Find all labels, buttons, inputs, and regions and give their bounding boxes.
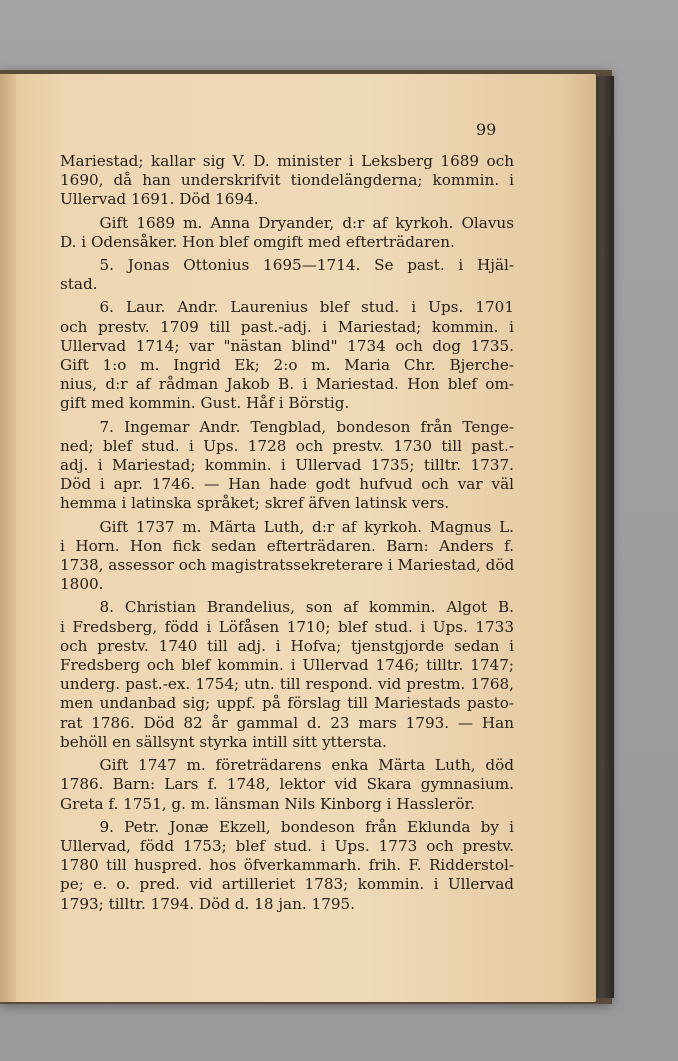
paragraph xyxy=(60,214,514,252)
page-number: 99 xyxy=(476,120,497,139)
text-line: Gift 1747 m. företrädarens enka Märta Luth, död xyxy=(99,756,514,775)
text-line: i Horn. Hon fick sedan efterträdaren. Barn: Anders f. xyxy=(60,536,514,555)
text-line: underg. past.-ex. 1754; utn. till respond. vid prestm. 1768, xyxy=(60,675,514,694)
text-line: Ullervad 1691. Död 1694. xyxy=(60,190,259,209)
text-line: Ullervad 1714; var "nästan blind" 1734 och dog 1735. xyxy=(60,336,514,355)
text-line: Ullervad, född 1753; blef stud. i Ups. 1773 och prestv. xyxy=(60,836,514,855)
text-line: 1800. xyxy=(60,575,104,594)
text-line: Greta f. 1751, g. m. länsman Nils Kinborg i Hasslerör. xyxy=(60,794,475,813)
text-line: 1793; tilltr. 1794. Död d. 18 jan. 1795. xyxy=(60,894,356,913)
text-line: 5. Jonas Ottonius 1695—1714. Se past. i Hjäl- xyxy=(99,256,514,275)
text-line: och prestv. 1740 till adj. i Hofva; tjenstgjorde sedan i xyxy=(60,636,514,655)
text-line: D. i Odensåker. Hon blef omgift med efterträdaren. xyxy=(60,232,455,251)
text-line: 1690, då han underskrifvit tiondelängderna; kommin. i xyxy=(60,171,514,190)
text-line: adj. i Mariestad; kommin. i Ullervad 1735; tilltr. 1737. xyxy=(60,456,514,475)
page-text xyxy=(60,152,514,918)
text-line: 8. Christian Brandelius, son af kommin. Algot B. xyxy=(99,598,514,617)
paragraph xyxy=(60,518,514,595)
text-line: 7. Ingemar Andr. Tengblad, bondeson från Tenge- xyxy=(99,417,514,436)
text-line: Död i apr. 1746. — Han hade godt hufvud och var väl xyxy=(60,475,514,494)
paragraph xyxy=(60,298,514,413)
text-line: rat 1786. Död 82 år gammal d. 23 mars 1793. — Han xyxy=(60,713,514,732)
text-line: Gift 1689 m. Anna Dryander, d:r af kyrkoh. Olavus xyxy=(99,213,514,232)
paragraph xyxy=(60,152,514,210)
text-line: 1738, assessor och magistratssekreterare i Mariestad, död xyxy=(60,556,515,575)
text-line: behöll en sällsynt styrka intill sitt yttersta. xyxy=(60,732,387,751)
text-line: stad. xyxy=(60,275,98,294)
text-line: men undanbad sig; uppf. på förslag till Mariestads pasto- xyxy=(60,694,514,713)
paragraph xyxy=(60,818,514,914)
paragraph xyxy=(60,256,514,294)
paragraph xyxy=(60,756,514,814)
text-line: hemma i latinska språket; skref äfven latinsk vers. xyxy=(60,494,450,513)
text-line: nius, d:r af rådman Jakob B. i Mariestad. Hon blef om- xyxy=(60,375,514,394)
text-line: Gift 1:o m. Ingrid Ek; 2:o m. Maria Chr. Bjerche- xyxy=(60,356,514,375)
text-line: ned; blef stud. i Ups. 1728 och prestv. 1730 till past.- xyxy=(60,436,514,455)
paragraph xyxy=(60,598,514,752)
text-line: gift med kommin. Gust. Håf i Börstig. xyxy=(60,394,350,413)
text-line: pe; e. o. pred. vid artilleriet 1783; kommin. i Ullervad xyxy=(60,875,514,894)
text-line: 9. Petr. Jonæ Ekzell, bondeson från Eklunda by i xyxy=(99,817,514,836)
text-line: Mariestad; kallar sig V. D. minister i Leksberg 1689 och xyxy=(60,152,514,170)
text-line: och prestv. 1709 till past.-adj. i Mariestad; kommin. i xyxy=(60,317,514,336)
text-line: Gift 1737 m. Märta Luth, d:r af kyrkoh. Magnus L. xyxy=(99,517,514,536)
text-line: 6. Laur. Andr. Laurenius blef stud. i Ups. 1701 xyxy=(99,298,514,317)
text-line: 1780 till huspred. hos öfverkammarh. frih. F. Ridderstol- xyxy=(60,856,514,875)
text-line: Fredsberg och blef kommin. i Ullervad 1746; tilltr. 1747; xyxy=(60,656,514,675)
paragraph xyxy=(60,418,514,514)
text-line: 1786. Barn: Lars f. 1748, lektor vid Skara gymnasium. xyxy=(60,775,514,794)
text-line: i Fredsberg, född i Löfåsen 1710; blef stud. i Ups. 1733 xyxy=(60,617,514,636)
